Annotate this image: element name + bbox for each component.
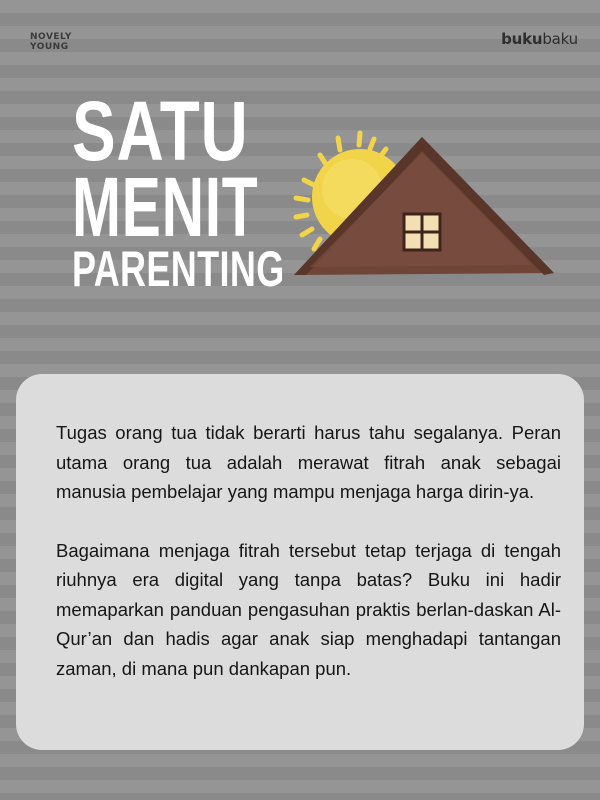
description-paragraph-1: Tugas orang tua tidak berarti harus tahu segalanya. Peran utama orang tua adalah merawat fitrah anak sebagai manusia pembelajar yang mampu menjaga harga dirin-ya. xyxy=(56,422,561,502)
description-card xyxy=(16,374,584,750)
headline xyxy=(72,84,287,297)
headline-line-3: PARENTING xyxy=(72,241,285,297)
logo-part-baku: baku xyxy=(542,30,578,48)
publisher-logo-line1: NOVELY xyxy=(30,32,72,42)
bukubaku-logo xyxy=(501,30,578,48)
house-with-sun-icon xyxy=(282,125,562,285)
window-icon xyxy=(404,214,440,250)
headline-line-2: MENIT xyxy=(72,160,259,254)
publisher-logo xyxy=(30,32,72,52)
logo-part-buku: buku xyxy=(501,30,543,48)
publisher-logo-line2: YOUNG xyxy=(30,42,69,52)
description-paragraph-2: Bagaimana menjaga fitrah tersebut tetap terjaga di tengah riuhnya era digital yang tanpa batas? Buku ini hadir memaparkan panduan pengasuhan praktis berlan-daskan Al-Qur’an dan hadis agar anak siap menghadapi tantangan zaman, di mana pun dankapan pun. xyxy=(56,539,561,679)
headline-line-1: SATU xyxy=(72,84,249,178)
